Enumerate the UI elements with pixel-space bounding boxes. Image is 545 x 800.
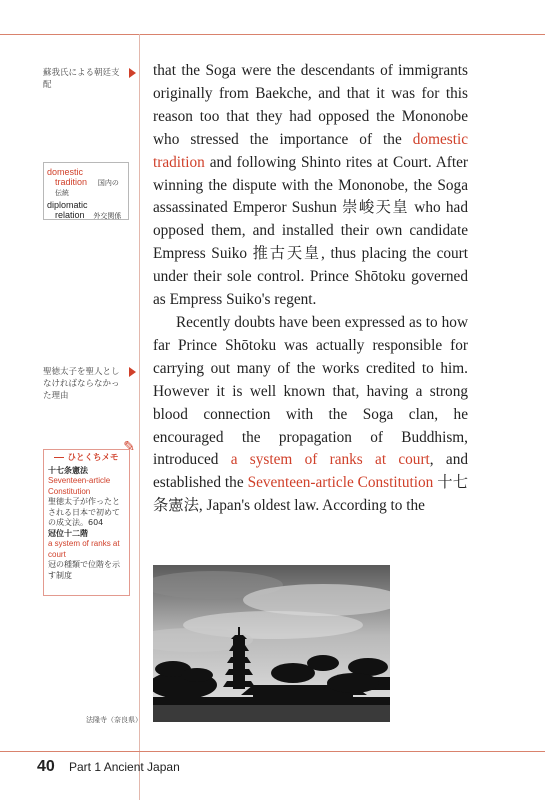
gloss-box [43,162,129,220]
memo-term-en: Seventeen-article Constitution [48,476,111,496]
gloss-term-en: relation [55,210,85,220]
gloss-term-en: diplomatic [47,200,88,210]
gloss-term-ja: 国内の伝統 [55,179,119,197]
gloss-term-ja: 外交関係 [93,212,122,220]
main-text [153,60,468,518]
part-title: Part 1 Ancient Japan [69,760,180,774]
memo-desc: 冠の種類で位階を示す制度 [48,560,120,580]
photo-caption: 法隆寺（奈良県） [86,716,142,724]
gloss-row [47,177,125,198]
paragraph [153,60,468,312]
triangle-arrow-icon [129,68,136,78]
memo-term-en: a system of ranks at court [48,539,120,559]
gloss-item [47,167,125,198]
footer-rule [0,751,545,752]
gloss-term-en: tradition [55,177,88,187]
memo-desc: 聖徳太子が作ったとされる日本で初めての成文法。604 [48,497,120,527]
margin-rule [139,34,140,800]
highlight-term: a system of ranks at court [230,451,430,469]
text-run: Recently doubts have been expressed as to how far Prince Shōtoku was actually responsible for carrying out many of the works credited to him. However it is well known that, having a strong blood connection with the Soga clan, he encouraged the propagation of Buddhism, introduced [153,313,468,469]
gloss-row [47,210,125,221]
memo-box [43,439,135,596]
gloss-term-en: domestic [47,167,84,177]
paragraph [153,312,468,518]
text-run: and following Shinto rites at Court. After winning the dispute with the Mononobe, the Soga assassinated Emperor Sushun 崇峻天皇 who had opposed them, and installed their own candidate Empress Suiko 推古天皇, thus placing the court under their sole control. Prince Shōtoku governed as Empress Suiko's regent. [153,153,468,309]
top-rule [0,34,545,35]
highlight-term: Seventeen-article Constitution [247,474,434,492]
pen-icon: ✎ [123,439,135,455]
memo-title: ひとくちメモ [48,453,125,464]
memo-entry [48,529,125,582]
side-note-shotoku-reason [43,366,136,402]
text-run: that the Soga were the descendants of immigrants originally from Baekche, and that it was for this reason too that they had opposed the Mononobe who stressed the importance of the [153,62,468,148]
memo-term: 冠位十二階 [48,528,88,538]
highlight-term: domestic tradition [153,130,468,171]
side-note-text: 聖徳太子を聖人としなければならなかった理由 [43,367,120,401]
text-run: , and established the [153,451,468,492]
side-note-soga-rule [43,67,136,91]
triangle-arrow-icon [129,367,136,377]
memo-term: 十七条憲法 [48,465,88,475]
side-note-text: 蘇我氏による朝廷支配 [43,68,120,90]
gloss-item [47,200,125,221]
memo-entry [48,466,125,529]
page-number: 40 [37,758,55,775]
temple-image [153,565,390,722]
text-run: 十七条憲法, Japan's oldest law. According to the [153,474,468,515]
horyuji-photo [153,565,390,722]
